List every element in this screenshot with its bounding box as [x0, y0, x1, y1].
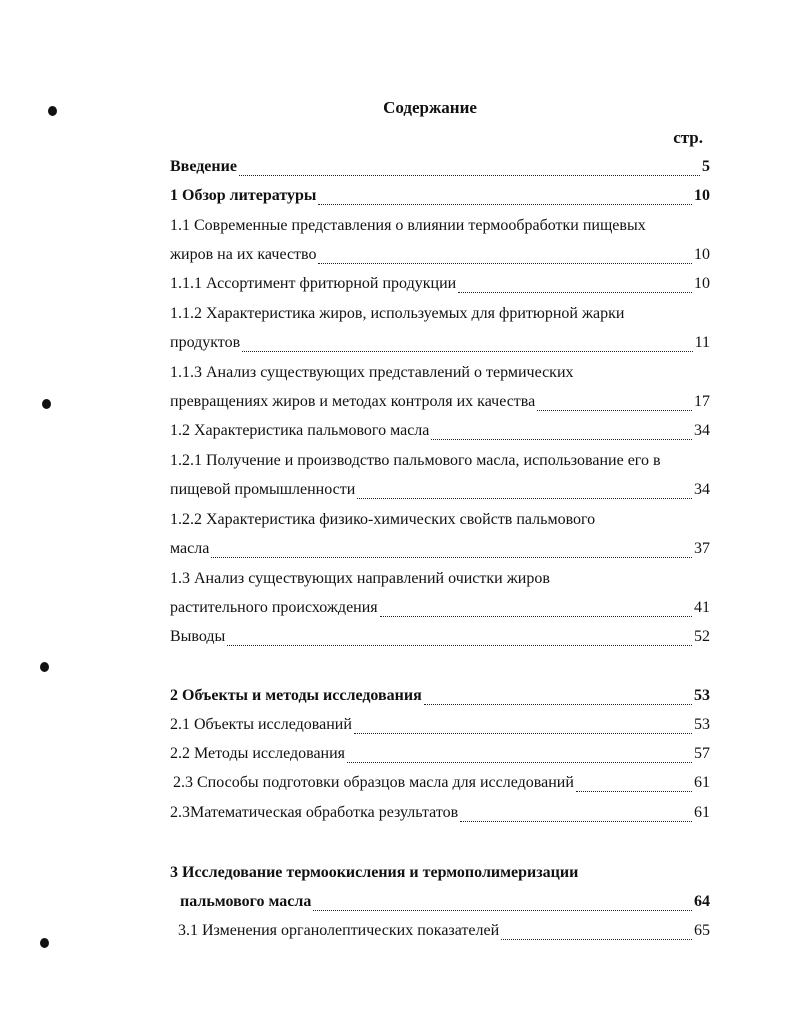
leader-dots — [424, 703, 692, 705]
toc-entry-text: 1.1.2 Характеристика жиров, используемых для фритюрной жарки — [170, 305, 625, 322]
page-column-header: стр. — [673, 128, 703, 147]
toc-entry-text: 1 Обзор литературы — [170, 187, 317, 204]
toc-entry-page: 5 — [702, 158, 710, 175]
toc-entry-text: 1.1.3 Анализ существующих представлений о термических — [170, 364, 574, 381]
leader-dots — [239, 174, 700, 176]
leader-dots — [576, 790, 692, 792]
toc-entry-page: 10 — [694, 275, 710, 292]
toc-entry — [170, 187, 710, 211]
toc-entry-text: пищевой промышленности — [170, 481, 356, 498]
toc-entry — [170, 716, 710, 740]
toc-entry — [170, 393, 710, 417]
toc-entry-text: 1.1 Современные представления о влиянии термообработки пищевых — [170, 217, 646, 234]
toc-entry — [170, 745, 710, 769]
leader-dots — [242, 350, 692, 352]
toc-entry-page: 64 — [694, 893, 710, 910]
toc-entry-text: Выводы — [170, 628, 226, 645]
toc-entry-text: 3 Исследование термоокисления и термополимеризации — [170, 864, 579, 881]
toc-entry-text: 2.3 Способы подготовки образцов масла для исследований — [173, 774, 574, 791]
toc-entry-text: растительного происхождения — [170, 599, 378, 616]
toc-entry — [180, 893, 710, 917]
toc-entry-text: пальмового масла — [180, 893, 312, 910]
leader-dots — [537, 409, 692, 411]
punch-hole-mark — [42, 399, 51, 409]
toc-entry-text: превращениях жиров и методах контроля их качества — [170, 393, 536, 410]
toc-entry — [170, 628, 710, 652]
toc-entry-page: 57 — [694, 745, 710, 762]
toc-entry-page: 53 — [694, 687, 710, 704]
toc-entry — [178, 922, 710, 946]
toc-entry-text: 2.1 Объекты исследований — [170, 716, 352, 733]
toc-entry-text: жиров на их качество — [170, 246, 317, 263]
toc-entry-text: масла — [170, 540, 210, 557]
toc-entry-page: 52 — [694, 628, 710, 645]
leader-dots — [211, 556, 692, 558]
toc-entry-text: продуктов — [170, 334, 241, 351]
toc-entry — [170, 481, 710, 505]
leader-dots — [347, 761, 692, 763]
toc-entry — [170, 246, 710, 270]
toc-entry-text: 2.2 Методы исследования — [170, 745, 346, 762]
toc-entry-text: 1.2.1 Получение и производство пальмового масла, использование его в — [170, 452, 661, 469]
leader-dots — [354, 732, 692, 734]
leader-dots — [501, 938, 692, 940]
leader-dots — [380, 615, 692, 617]
toc-entry — [170, 540, 710, 564]
toc-entry-text: 1.3 Анализ существующих направлений очистки жиров — [170, 570, 550, 587]
leader-dots — [227, 644, 692, 646]
toc-entry — [173, 774, 710, 798]
toc-entry-page: 61 — [694, 774, 710, 791]
toc-entry-page: 65 — [694, 922, 710, 939]
page-title: Содержание — [383, 98, 477, 117]
toc-entry-page: 34 — [694, 422, 710, 439]
toc-entry-page: 17 — [694, 393, 710, 410]
toc-entry-text: 1.2 Характеристика пальмового масла — [170, 422, 430, 439]
leader-dots — [431, 438, 692, 440]
toc-entry-page: 53 — [694, 716, 710, 733]
toc-entry — [170, 422, 710, 446]
toc-entry-text: 3.1 Изменения органолептических показателей — [178, 922, 500, 939]
toc-entry — [170, 687, 710, 711]
leader-dots — [313, 909, 692, 911]
leader-dots — [318, 203, 692, 205]
toc-entry-page: 34 — [694, 481, 710, 498]
leader-dots — [458, 291, 692, 293]
toc-entry — [170, 275, 710, 299]
punch-hole-mark — [40, 662, 49, 672]
toc-entry-page: 61 — [694, 804, 710, 821]
leader-dots — [460, 820, 692, 822]
toc-entry-text: 2 Объекты и методы исследования — [170, 687, 422, 704]
toc-entry — [170, 599, 710, 623]
toc-entry-text: 1.2.2 Характеристика физико-химических свойств пальмового — [170, 511, 596, 528]
toc-entry — [170, 334, 710, 358]
toc-entry-page: 10 — [694, 187, 710, 204]
toc-entry-page: 10 — [694, 246, 710, 263]
punch-hole-mark — [40, 938, 49, 948]
leader-dots — [318, 262, 692, 264]
toc-entry-page: 37 — [694, 540, 710, 557]
toc-entry-page: 11 — [694, 334, 710, 351]
toc-entry — [170, 158, 710, 182]
toc-entry-text: 2.3Математическая обработка результатов — [170, 804, 459, 821]
toc-entry — [170, 804, 710, 828]
toc-entry-text: Введение — [170, 158, 237, 175]
toc-entry-page: 41 — [694, 599, 710, 616]
leader-dots — [357, 497, 692, 499]
toc-entry-text: 1.1.1 Ассортимент фритюрной продукции — [170, 275, 457, 292]
